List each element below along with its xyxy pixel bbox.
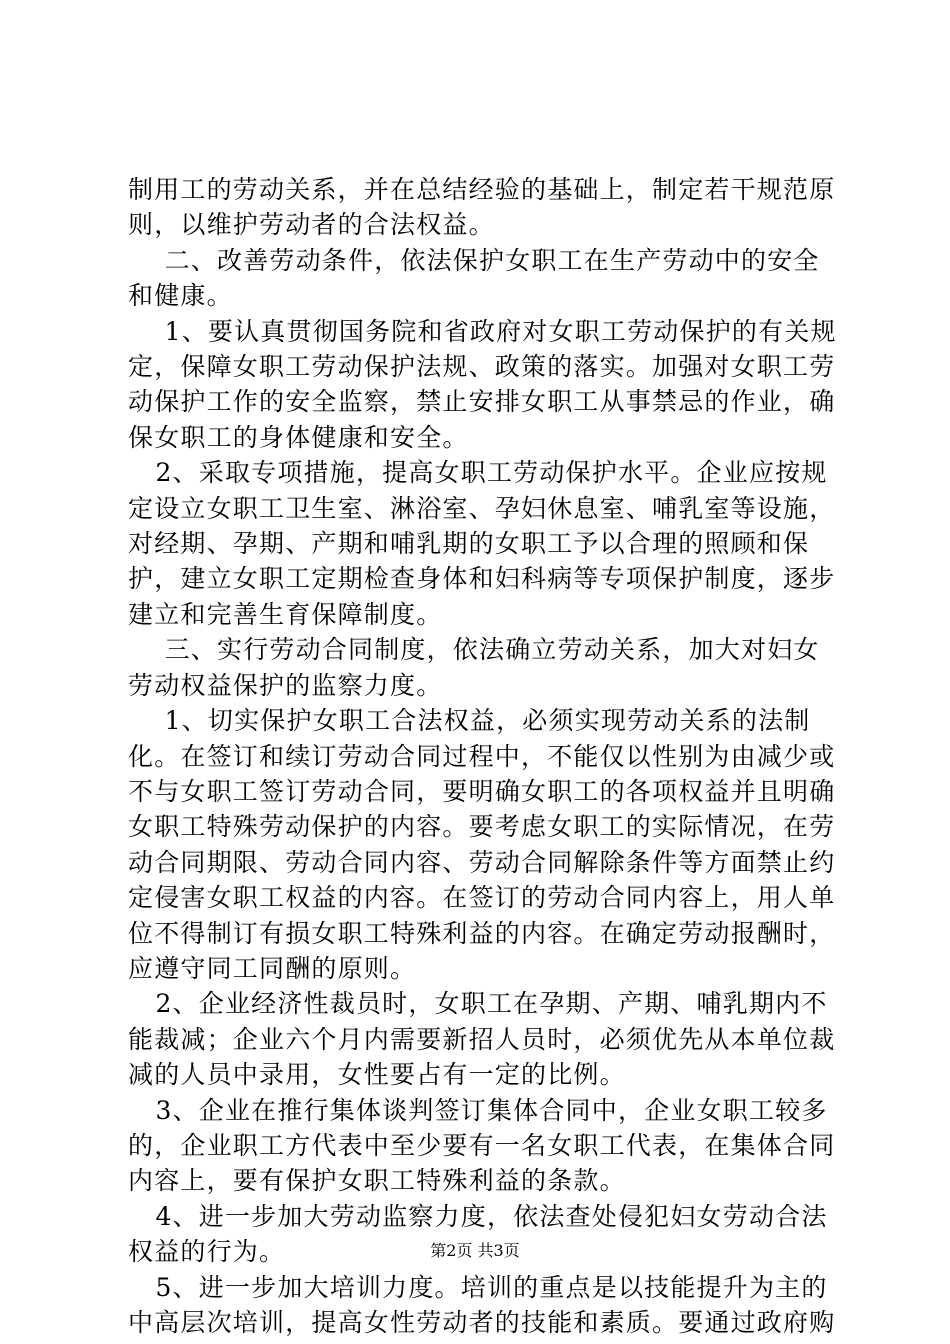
paragraph-4: 2、采取专项措施，提高女职工劳动保护水平。企业应按规定设立女职工卫生室、淋浴室、孕妇休息室、哺乳室等设施，对经期、孕期、产期和哺乳期的女职工予以合理的照顾和保护，建立女职工定期检查身体和妇科病等专项保护制度，逐步建立和完善生育保障制度。 [128, 458, 836, 629]
paragraph-9: 4、进一步加大劳动监察力度，依法查处侵犯妇女劳动合法权益的行为。 [128, 1201, 828, 1267]
paragraph-7: 2、企业经济性裁员时，女职工在孕期、产期、哺乳期内不能裁减；企业六个月内需要新招人员时，必须优先从本单位裁减的人员中录用，女性要占有一定的比例。 [128, 989, 836, 1090]
paragraph-2: 二、改善劳动条件，依法保护女职工在生产劳动中的安全和健康。 [128, 245, 820, 311]
page-number-label: 第2页 共3页 [430, 1241, 520, 1260]
paragraph-6: 1、切实保护女职工合法权益，必须实现劳动关系的法制化。在签订和续订劳动合同过程中，不能仅以性别为由减少或不与女职工签订劳动合同，要明确女职工的各项权益并且明确女职工特殊劳动保护的内容。要考虑女职工的实际情况，在劳动合同期限、劳动合同内容、劳动合同解除条件等方面禁止约定侵害女职工权益的内容。在签订的劳动合同内容上，用人单位不得制订有损女职工特殊利益的内容。在确定劳动报酬时，应遵守同工同酬的原则。 [128, 706, 836, 983]
paragraph-5: 三、实行劳动合同制度，依法确立劳动关系，加大对妇女劳动权益保护的监察力度。 [128, 635, 820, 700]
paragraph-10: 5、进一步加大培训力度。培训的重点是以技能提升为主的中高层次培训，提高女性劳动者的技能和素质。要通过政府购 [128, 1272, 836, 1337]
document-body [128, 172, 838, 1340]
paragraph-1: 制用工的劳动关系，并在总结经验的基础上，制定若干规范原则，以维护劳动者的合法权益。 [128, 175, 836, 240]
page-footer [0, 1241, 950, 1261]
paragraph-3: 1、要认真贯彻国务院和省政府对女职工劳动保护的有关规定，保障女职工劳动保护法规、政策的落实。加强对女职工劳动保护工作的安全监察，禁止安排女职工从事禁忌的作业，确保女职工的身体健康和安全。 [128, 316, 837, 452]
paragraph-8: 3、企业在推行集体谈判签订集体合同中，企业女职工较多的，企业职工方代表中至少要有一名女职工代表，在集体合同内容上，要有保护女职工特殊利益的条款。 [128, 1095, 836, 1196]
